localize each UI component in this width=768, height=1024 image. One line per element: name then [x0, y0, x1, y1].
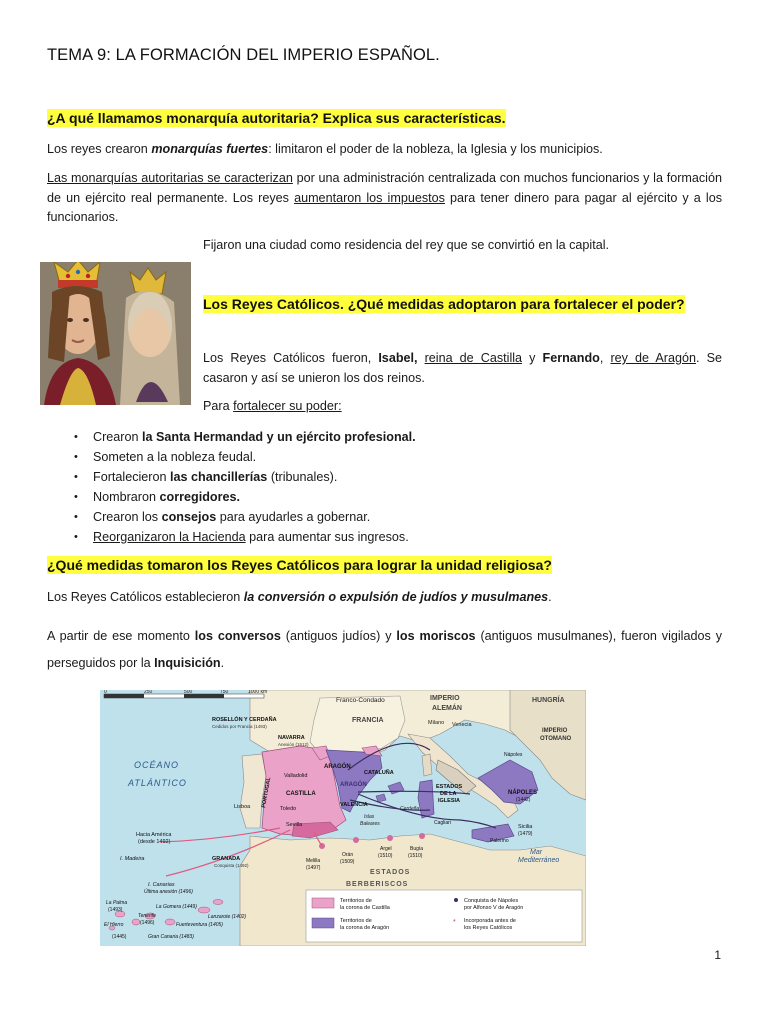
- map-label: VALENCIA: [340, 802, 368, 808]
- map-label: IGLESIA: [438, 798, 461, 804]
- map-label: ATLÁNTICO: [128, 778, 187, 788]
- underlined-text: Reorganizaron la Hacienda: [93, 530, 246, 544]
- list-item: [74, 527, 474, 547]
- legend-label: los Reyes Católicos: [464, 925, 513, 931]
- map-label: ALEMÁN: [432, 705, 462, 712]
- text-segment: .: [220, 656, 225, 670]
- map-label: (1479): [518, 831, 533, 837]
- text-segment: Los Reyes Católicos establecieron: [47, 590, 244, 604]
- question-monarquia-autoritaria: [47, 110, 506, 126]
- map-label: Cagliari: [434, 820, 451, 826]
- bullet-glyph: •: [74, 511, 78, 523]
- scale-label: 0: [104, 690, 107, 695]
- text-segment: (antiguos musulmanes), fueron vigilados y perseguidos por la: [47, 629, 722, 670]
- map-label: DE LA: [440, 791, 457, 797]
- map-label: Lanzarote (1402): [208, 914, 247, 920]
- map-label: Valladolid: [284, 773, 308, 779]
- map-label: (1509): [340, 859, 355, 865]
- map-label: Anexión (1512): [278, 742, 309, 747]
- map-label: Conquista (1492): [214, 863, 249, 868]
- map-label: Mediterráneo: [518, 857, 560, 864]
- map-label: BERBERISCOS: [346, 881, 409, 888]
- map-label: ROSELLÓN Y CERDAÑA: [212, 717, 277, 723]
- text-segment: Crearon: [93, 430, 142, 444]
- map-label: Milano: [428, 720, 445, 726]
- text-segment: [418, 351, 425, 365]
- portrait-illustration: [40, 262, 191, 405]
- bold-text: Isabel,: [378, 351, 418, 365]
- bullet-glyph: •: [74, 431, 78, 443]
- legend-label: Territorios de: [340, 918, 372, 924]
- question-reyes-catolicos-poder: [203, 292, 722, 317]
- text-segment: Someten a la nobleza feudal.: [93, 450, 257, 464]
- emphasis-text: monarquías fuertes: [151, 142, 269, 156]
- list-item: [74, 427, 474, 447]
- legend-label: Incorporada antes de: [464, 918, 516, 924]
- bullet-glyph: •: [74, 471, 78, 483]
- map-label: CASTILLA: [286, 791, 316, 797]
- bullet-glyph: •: [74, 531, 78, 543]
- bold-text: las chancillerías: [170, 470, 268, 484]
- text-segment: Fortalecieron: [93, 470, 170, 484]
- text-segment: ,: [599, 351, 611, 365]
- map-label: El Hierro: [104, 922, 124, 928]
- map-label: GRANADA: [212, 856, 241, 862]
- paragraph-fortalecer: [203, 397, 342, 417]
- map-label: IMPERIO: [542, 728, 568, 734]
- map-label: (1496): [140, 920, 155, 926]
- bold-text: los moriscos: [396, 629, 476, 643]
- map-label: Fuerteventura (1405): [176, 922, 223, 928]
- text-segment: A partir de ese momento: [47, 629, 195, 643]
- map-label: Cedidos por Francia (1493): [212, 724, 267, 729]
- question-text: ¿A qué llamamos monarquía autoritaria? Explica sus características.: [47, 110, 506, 126]
- bold-text: Inquisición: [154, 656, 221, 670]
- text-segment: Los reyes crearon: [47, 142, 152, 156]
- text-segment: . Se casaron y así se unieron los dos reinos.: [203, 351, 723, 385]
- map-label: HUNGRÍA: [532, 697, 565, 704]
- map-label: (desde 1492): [138, 839, 171, 845]
- list-item: [74, 447, 474, 467]
- bold-text: la Santa Hermandad y un ejército profesional.: [142, 430, 416, 444]
- map-label: I. Madeira: [120, 856, 145, 862]
- text-segment: .: [548, 590, 552, 604]
- map-label: Cerdeña: [400, 806, 420, 812]
- paragraph-isabel-fernando: [203, 349, 722, 388]
- paragraph-conversos-moriscos: [47, 623, 722, 677]
- map-label: Sicilia: [518, 824, 533, 830]
- legend-label: Conquista de Nápoles: [464, 898, 519, 904]
- map-label: Melilla: [306, 858, 321, 864]
- map-label: Sevilla: [286, 822, 303, 828]
- map-label: Venecia: [452, 722, 472, 728]
- map-label: (1493): [108, 907, 123, 913]
- map-label: I. Canarias: [148, 882, 175, 888]
- paragraph-capital: Fijaron una ciudad como residencia del rey que se convirtió en la capital.: [203, 238, 610, 252]
- map-label: Última anexión (1496): [144, 889, 193, 895]
- map-label: Baleares: [360, 821, 380, 827]
- map-label: Gran Canaria (1483): [148, 934, 194, 940]
- paragraph-reyes-monarquias: [47, 140, 722, 160]
- text-segment: : limitaron el poder de la nobleza, la Iglesia y los municipios.: [268, 142, 603, 156]
- emphasis-text: la conversión o expulsión de judíos y musulmanes: [243, 590, 549, 604]
- question-unidad-religiosa: [47, 557, 552, 573]
- map-label: La Gomera (1449): [156, 904, 197, 910]
- legend-label: la corona de Castilla: [340, 905, 390, 911]
- map-label: PORTUGAL: [261, 776, 273, 809]
- page-number: 1: [714, 948, 721, 962]
- page-title: TEMA 9: LA FORMACIÓN DEL IMPERIO ESPAÑOL.: [47, 46, 440, 64]
- reyes-catolicos-portrait: [40, 262, 191, 405]
- text-segment: Los Reyes Católicos fueron,: [203, 351, 379, 365]
- text-segment: (antiguos judíos) y: [280, 629, 397, 643]
- underlined-text: aumentaron los impuestos: [294, 190, 445, 205]
- text-segment: para ayudarles a gobernar.: [216, 510, 371, 524]
- map-label: Islas: [364, 814, 375, 820]
- map-label: (1442): [516, 797, 531, 803]
- map-label: NÁPOLES: [508, 790, 538, 796]
- map-label: ESTADOS: [370, 869, 411, 876]
- map-label: Palermo: [490, 838, 509, 844]
- map-label: (1445): [112, 934, 127, 940]
- legend-swatch-castilla: [312, 898, 334, 908]
- map-label: (1497): [306, 865, 321, 871]
- imperio-map: [100, 690, 586, 946]
- list-item: [74, 507, 474, 527]
- question-text: Los Reyes Católicos. ¿Qué medidas adoptaron para fortalecer el poder?: [203, 296, 685, 312]
- text-segment: para tener dinero para pagar al ejército y a los funcionarios.: [47, 190, 722, 224]
- map-label: La Palma: [106, 900, 128, 906]
- map-label: Hacia América: [136, 832, 172, 838]
- legend-marker-incorporada: *: [453, 919, 456, 926]
- question-text: ¿Qué medidas tomaron los Reyes Católicos para lograr la unidad religiosa?: [47, 557, 552, 573]
- list-item: [74, 487, 474, 507]
- scale-label: 250: [144, 690, 153, 695]
- text-segment: para aumentar sus ingresos.: [245, 530, 409, 544]
- bold-text: los conversos: [194, 629, 281, 643]
- paragraph-conversion: [47, 588, 722, 608]
- underlined-text: rey de Aragón: [610, 351, 697, 365]
- scale-label: 750: [220, 690, 229, 695]
- legend-marker-napoles: [454, 898, 458, 902]
- map-label: (1510): [408, 853, 423, 859]
- bold-text: corregidores.: [159, 490, 240, 504]
- map-label: IMPERIO: [430, 695, 460, 702]
- map-label: Argel: [380, 846, 392, 852]
- map-label: Mar: [530, 849, 543, 856]
- map-label: OTOMANO: [540, 736, 572, 742]
- map-label: OCÉANO: [134, 760, 180, 770]
- bullet-glyph: •: [74, 451, 78, 463]
- map-label: ARAGÓN: [324, 764, 351, 770]
- map-label: Orán: [342, 852, 354, 858]
- map-label: Bugía: [410, 846, 424, 852]
- bold-text: consejos: [161, 510, 217, 524]
- underlined-text: fortalecer su poder:: [233, 399, 342, 413]
- paragraph-caracteristicas: [47, 169, 722, 228]
- map-label: NAVARRA: [278, 735, 305, 741]
- map-label: Tenerife: [138, 913, 156, 919]
- bullet-glyph: •: [74, 491, 78, 503]
- map-label: FRANCIA: [352, 717, 384, 724]
- text-segment: Para: [203, 399, 234, 413]
- list-item: [74, 467, 474, 487]
- text-segment: y: [522, 351, 543, 365]
- text-segment: por una administración centralizada con muchos funcionarios y la formación de un ejército real permanente. Los reyes: [47, 171, 722, 205]
- map-label: ARAGÓN: [340, 782, 367, 788]
- map-label: (1510): [378, 853, 393, 859]
- map-label: Lisboa: [234, 804, 251, 810]
- text-segment: (tribunales).: [267, 470, 338, 484]
- legend-swatch-aragon: [312, 918, 334, 928]
- underlined-text: Las monarquías autoritarias se caracterizan: [47, 171, 293, 185]
- scale-label: 500: [184, 690, 193, 695]
- map-label: Toledo: [280, 806, 297, 812]
- legend-label: Territorios de: [340, 898, 372, 904]
- underlined-text: reina de Castilla: [424, 351, 523, 365]
- legend-label: la corona de Aragón: [340, 925, 390, 931]
- scale-label: 1000 km: [248, 690, 268, 695]
- medidas-list: [74, 427, 474, 547]
- legend-label: por Alfonso V de Aragón: [464, 905, 524, 911]
- map-label: Nápoles: [504, 752, 523, 758]
- map-label: ESTADOS: [436, 784, 463, 790]
- map-svg: [100, 690, 586, 946]
- text-segment: Nombraron: [93, 490, 160, 504]
- map-label: Franco-Condado: [336, 697, 385, 704]
- map-label: CATALUÑA: [364, 770, 394, 776]
- text-segment: Crearon los: [93, 510, 162, 524]
- bold-text: Fernando: [542, 351, 600, 365]
